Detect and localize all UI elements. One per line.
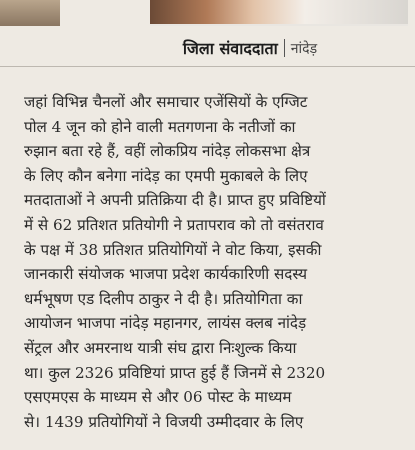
article-line: रुझान बता रहे हैं, वहीं लोकप्रिय नांदेड़ लोकसभा क्षेत्र <box>24 142 311 161</box>
article-line: जहां विभिन्न चैनलों और समाचार एजेंसियों के एग्जिट <box>24 93 308 111</box>
photo-left <box>0 0 60 26</box>
article-line: से। 1439 प्रतियोगियों ने विजयी उम्मीदवार के लिए <box>24 412 304 431</box>
article-line: था। कुल 2326 प्रविष्टियां प्राप्त हुई हैं जिनमें से 2320 <box>24 363 326 382</box>
photo-strip <box>0 0 415 30</box>
byline <box>120 34 380 62</box>
article-line: में से 62 प्रतिशत प्रतियोगी ने प्रतापराव को तो वसंतराव <box>24 215 324 234</box>
byline-author: जिला संवाददाता <box>182 39 278 58</box>
article-line: के पक्ष में 38 प्रतिशत प्रतियोगियों ने वोट किया, इसकी <box>24 240 322 259</box>
divider-rule <box>0 66 415 67</box>
article-line: सेंट्रल और अमरनाथ यात्री संघ द्वारा निःशुल्क किया <box>24 338 297 357</box>
article-line: धर्मभूषण एड दिलीप ठाकुर ने दी है। प्रतियोगिता का <box>24 289 303 308</box>
article-line: पोल 4 जून को होने वाली मतगणना के नतीजों का <box>24 117 296 136</box>
article-line: आयोजन भाजपा नांदेड़ महानगर, लायंस क्लब नांदेड़ <box>24 314 307 333</box>
article-body <box>24 90 410 434</box>
byline-place: नांदेड़ <box>290 40 318 57</box>
article-line: जानकारी संयोजक भाजपा प्रदेश कार्यकारिणी सदस्य <box>24 265 308 284</box>
article-line: के लिए कौन बनेगा नांदेड़ का एमपी मुकाबले के लिए <box>24 166 308 185</box>
photo-center <box>150 0 408 26</box>
article-line: मतदाताओं ने अपनी प्रतिक्रिया दी है। प्राप्त हुए प्रविष्टियों <box>24 191 326 210</box>
byline-divider <box>284 39 285 57</box>
article-line: एसएमएस के माध्यम से और 06 पोस्ट के माध्यम <box>24 388 292 407</box>
